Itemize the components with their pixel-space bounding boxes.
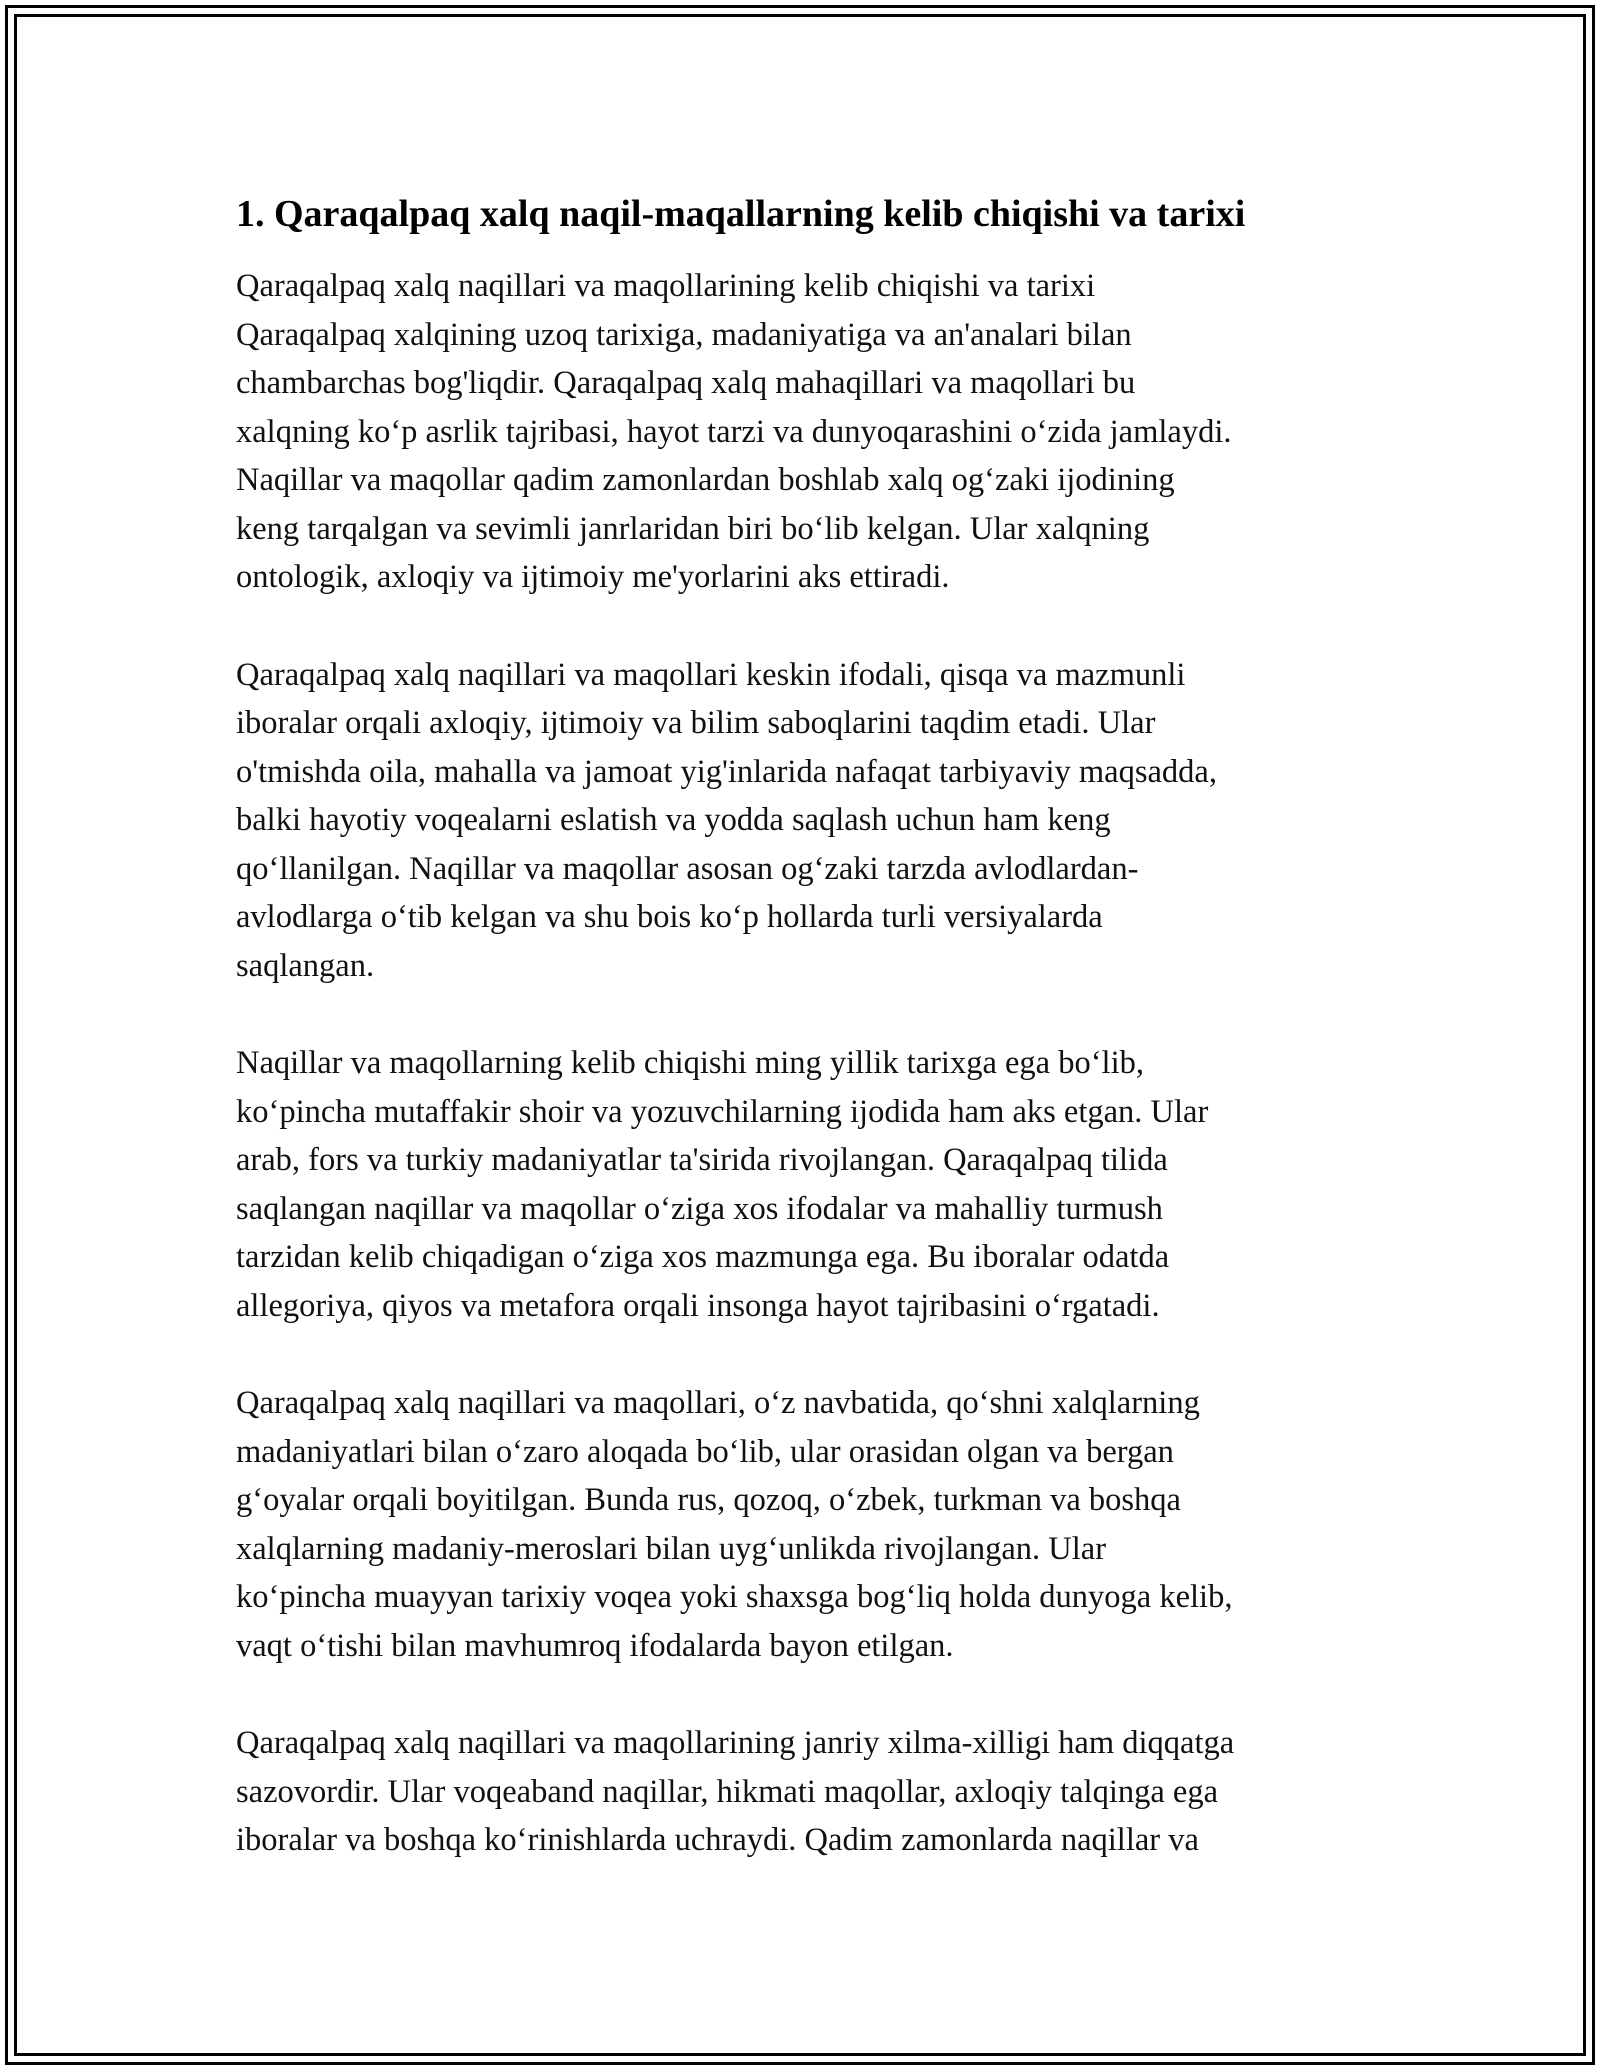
text-line: madaniyatlari bilan oʻzaro aloqada boʻlib, ular orasidan olgan va bergan <box>236 1433 1174 1470</box>
text-line: sazovordir. Ular voqeaband naqillar, hikmati maqollar, axloqiy talqinga ega <box>236 1773 1219 1810</box>
text-line: arab, fors va turkiy madaniyatlar ta'sirida rivojlangan. Qaraqalpaq tilida <box>236 1142 1168 1178</box>
text-line: koʻpincha mutaffakir shoir va yozuvchilarning ijodida ham aks etgan. Ular <box>236 1093 1209 1130</box>
paragraph-2 <box>236 651 1376 991</box>
text-line: saqlangan naqillar va maqollar oʻziga xos ifodalar va mahalliy turmush <box>236 1190 1163 1227</box>
text-line: chambarchas bog'liqdir. Qaraqalpaq xalq mahaqillari va maqollari bu <box>236 365 1136 401</box>
text-line: iboralar orqali axloqiy, ijtimoiy va bilim saboqlarini taqdim etadi. Ular <box>236 705 1156 741</box>
paragraph-1 <box>236 262 1376 602</box>
text-line: Qaraqalpaq xalq naqillari va maqollari, oʻz navbatida, qoʻshni xalqlarning <box>236 1385 1200 1421</box>
text-line: xalqlarning madaniy-meroslari bilan uygʻunlikda rivojlangan. Ular <box>236 1530 1107 1567</box>
section-heading: 1. Qaraqalpaq xalq naqil-maqallarning kelib chiqishi va tarixi <box>236 193 1246 235</box>
text-line: Naqillar va maqollarning kelib chiqishi ming yillik tarixga ega boʻlib, <box>236 1045 1144 1081</box>
text-line: allegoriya, qiyos va metafora orqali insonga hayot tajribasini oʻrgatadi. <box>236 1287 1160 1324</box>
text-line: vaqt oʻtishi bilan mavhumroq ifodalarda bayon etilgan. <box>236 1627 954 1664</box>
text-line: Qaraqalpaq xalq naqillari va maqollarining janriy xilma-xilligi ham diqqatga <box>236 1725 1235 1761</box>
text-line: balki hayotiy voqealarni eslatish va yodda saqlash uchun ham keng <box>236 802 1111 838</box>
text-line: o'tmishda oila, mahalla va jamoat yig'inlarida nafaqat tarbiyaviy maqsadda, <box>236 753 1217 790</box>
text-line: xalqning koʻp asrlik tajribasi, hayot tarzi va dunyoqarashini oʻzida jamlaydi. <box>236 413 1232 450</box>
paragraph-5 <box>236 1719 1376 1865</box>
text-line: qoʻllanilgan. Naqillar va maqollar asosan ogʻzaki tarzda avlodlardan- <box>236 850 1139 887</box>
text-line: Qaraqalpaq xalqining uzoq tarixiga, madaniyatiga va an'analari bilan <box>236 316 1132 353</box>
paragraph-4 <box>236 1379 1376 1670</box>
text-line: ontologik, axloqiy va ijtimoiy me'yorlarini aks ettiradi. <box>236 559 950 595</box>
text-line: saqlangan. <box>236 947 375 984</box>
text-line: Naqillar va maqollar qadim zamonlardan boshlab xalq ogʻzaki ijodining <box>236 462 1175 498</box>
text-line: iboralar va boshqa koʻrinishlarda uchraydi. Qadim zamonlarda naqillar va <box>236 1822 1199 1858</box>
text-line: gʻoyalar orqali boyitilgan. Bunda rus, qozoq, oʻzbek, turkman va boshqa <box>236 1482 1181 1518</box>
text-line: koʻpincha muayyan tarixiy voqea yoki shaxsga bogʻliq holda dunyoga kelib, <box>236 1579 1233 1615</box>
text-line: tarzidan kelib chiqadigan oʻziga xos mazmunga ega. Bu iboralar odatda <box>236 1239 1170 1275</box>
document-body <box>236 184 1376 1914</box>
text-line: avlodlarga oʻtib kelgan va shu bois koʻp hollarda turli versiyalarda <box>236 899 1103 935</box>
text-line: keng tarqalgan va sevimli janrlaridan biri boʻlib kelgan. Ular xalqning <box>236 510 1150 547</box>
paragraph-3 <box>236 1039 1376 1330</box>
text-line: Qaraqalpaq xalq naqillari va maqollarining kelib chiqishi va tarixi <box>236 268 1096 304</box>
text-line: Qaraqalpaq xalq naqillari va maqollari keskin ifodali, qisqa va mazmunli <box>236 656 1186 693</box>
